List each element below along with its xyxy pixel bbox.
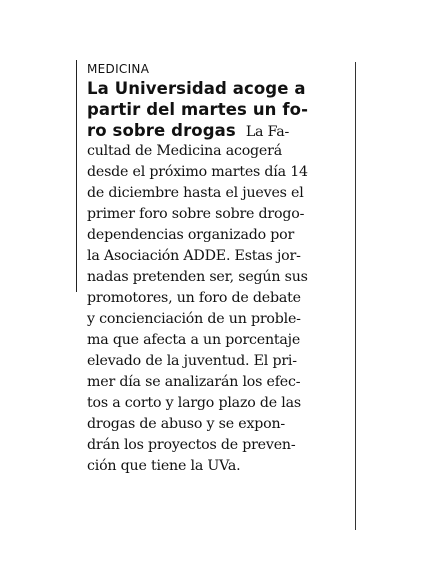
headline-line-1: La Universidad acoge a: [87, 79, 306, 98]
headline-line-3-row: [87, 120, 349, 141]
body-line: de diciembre hasta el jueves el: [87, 185, 304, 201]
body-line: mer día se analizarán los efec-: [87, 374, 301, 390]
body-line: y concienciación de un proble-: [87, 311, 301, 327]
news-clipping: [87, 60, 349, 477]
column-rule-left: [76, 60, 77, 292]
body-line: tos a corto y largo plazo de las: [87, 395, 301, 411]
body-line: ma que afecta a un porcentaje: [87, 332, 301, 348]
body-line: nadas pretenden ser, según sus: [87, 269, 308, 285]
column-rule-right: [355, 62, 356, 530]
body-line: dependencias organizado por: [87, 227, 295, 243]
body-line: promotores, un foro de debate: [87, 290, 301, 306]
headline-line-3: ro sobre drogas: [87, 121, 236, 140]
body-line: cultad de Medicina acogerá: [87, 143, 282, 159]
body-line: drogas de abuso y se expon-: [87, 416, 285, 432]
headline-line-2: partir del martes un fo-: [87, 100, 309, 119]
section-label: MEDICINA: [87, 62, 150, 76]
body-line: elevado de la juventud. El pri-: [87, 353, 297, 369]
body-line: drán los proyectos de preven-: [87, 437, 296, 453]
body-line: primer foro sobre sobre drogo-: [87, 206, 305, 222]
body-lead: La Fa-: [245, 124, 290, 140]
body-line: desde el próximo martes día 14: [87, 164, 308, 180]
body-line: la Asociación ADDE. Estas jor-: [87, 248, 301, 264]
body-line: ción que tiene la UVa.: [87, 458, 241, 474]
